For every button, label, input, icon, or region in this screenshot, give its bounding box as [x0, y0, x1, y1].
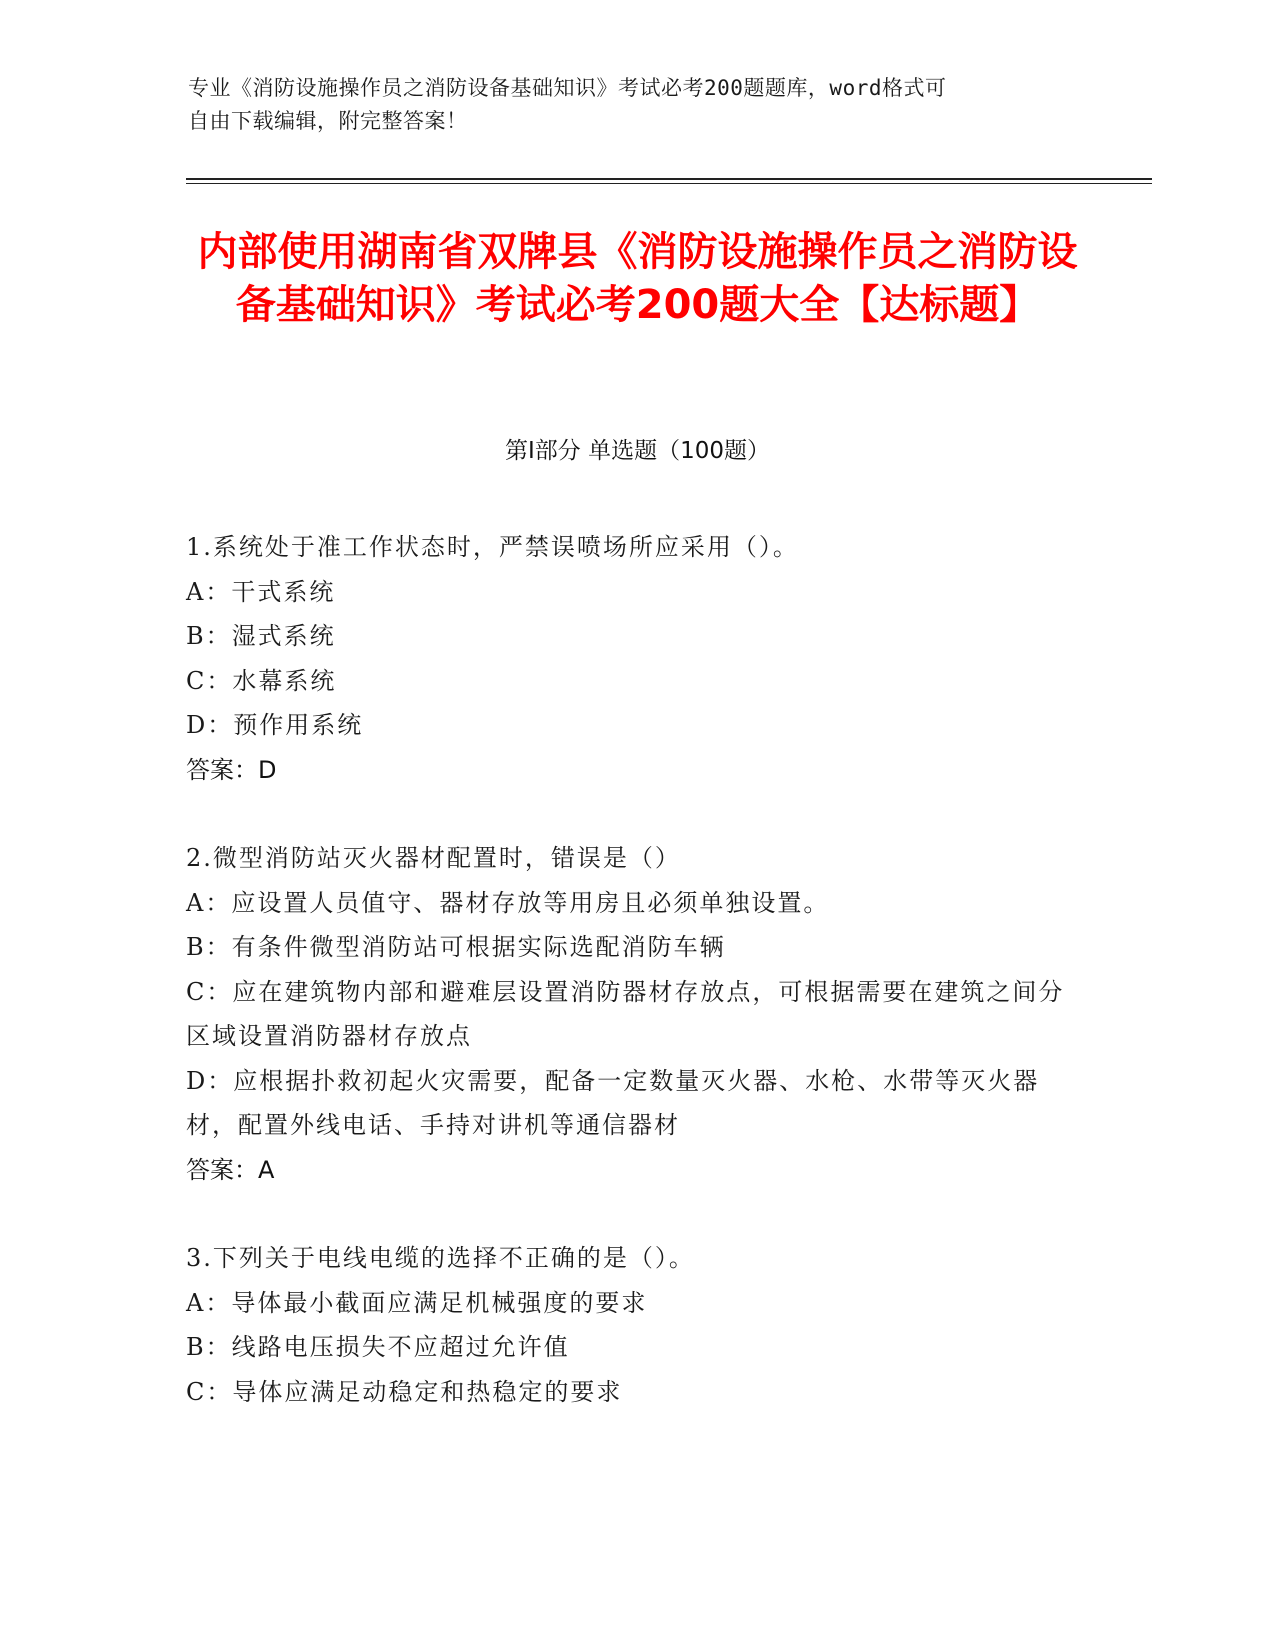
section-title: 第I部分 单选题（100题）: [505, 438, 770, 464]
header-note: [188, 72, 1068, 138]
option-c: C：水幕系统: [186, 666, 337, 695]
question-stem: 2.微型消防站灭火器材配置时，错误是（）: [186, 844, 681, 872]
option-d: D：预作用系统: [186, 711, 364, 739]
question-stem: 1.系统处于准工作状态时，严禁误喷场所应采用（）。: [186, 533, 799, 561]
option-a: A：干式系统: [186, 577, 336, 606]
question-1: [186, 525, 1066, 792]
option-b: B：线路电压损失不应超过允许值: [186, 1333, 570, 1361]
option-b: B：有条件微型消防站可根据实际选配消防车辆: [186, 933, 726, 961]
option-d: D：应根据扑救初起火灾需要，配备一定数量灭火器、水枪、水带等灭火器材，配置外线电话、手持对讲机等通信器材: [186, 1066, 1040, 1139]
question-stem: 3.下列关于电线电缆的选择不正确的是（）。: [186, 1244, 695, 1272]
document-title: 内部使用湖南省双牌县《消防设施操作员之消防设备基础知识》考试必考200题大全【达标题】: [197, 229, 1078, 328]
option-c: C：应在建筑物内部和避难层设置消防器材存放点，可根据需要在建筑之间分区域设置消防器材存放点: [186, 977, 1065, 1050]
option-a: A：应设置人员值守、器材存放等用房且必须单独设置。: [186, 888, 830, 917]
option-b: B：湿式系统: [186, 622, 336, 650]
option-c: C：导体应满足动稳定和热稳定的要求: [186, 1377, 623, 1406]
question-list: [186, 525, 1066, 1458]
header-rule-thick: [186, 178, 1152, 180]
header-note-line-2: 自由下载编辑，附完整答案！: [188, 109, 468, 133]
answer: 答案：D: [186, 755, 277, 784]
header-rule-thin: [186, 183, 1152, 184]
answer: 答案：A: [186, 1155, 275, 1184]
question-3: [186, 1236, 1066, 1414]
header-note-line-1: 专业《消防设施操作员之消防设备基础知识》考试必考200题题库，word格式可: [188, 76, 947, 100]
question-2: [186, 836, 1066, 1192]
option-a: A：导体最小截面应满足机械强度的要求: [186, 1288, 648, 1317]
